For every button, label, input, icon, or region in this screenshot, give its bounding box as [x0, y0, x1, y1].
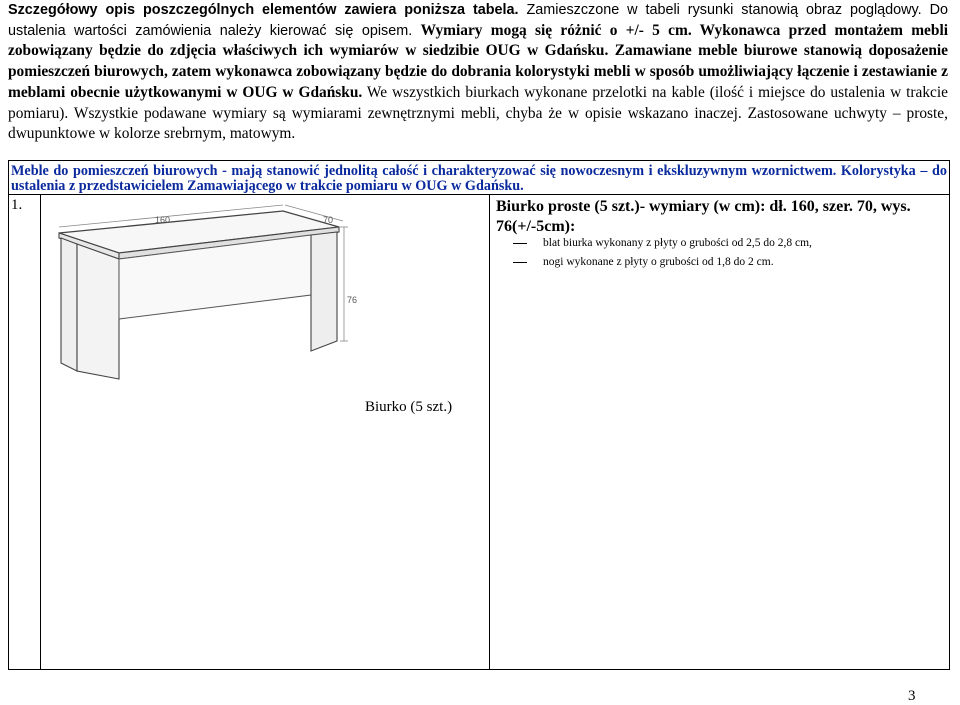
height-dim-label: 76	[347, 295, 358, 305]
column-divider	[40, 195, 41, 669]
spec-item: nogi wykonane z płyty o grubości od 1,8 do 2 cm.	[511, 253, 812, 272]
row-number: 1.	[11, 197, 23, 213]
page-number: 3	[908, 688, 916, 704]
spec-list	[511, 234, 812, 272]
intro-text-2: We wszystkich biurkach wykonane przelotki na kable (ilość i miejsce do ustalenia w trakcie pomiaru). Wszystkie podawane wymiary są wymiarami zewnętrznymi mebli, chyba że w opisie wskazano inaczej. Zastosowane uchwyty – proste, dwupunktowe w kolorze srebrnym, matowym.	[8, 83, 948, 143]
width-dim-label: 70	[323, 215, 334, 225]
intro-heading: Szczegółowy opis poszczególnych elementów zawiera poniższa tabela.	[8, 2, 519, 18]
intro-text-bold: Wymiary mogą się różnić o +/- 5 cm. Wykonawca przed montażem mebli zobowiązany będzie do zdjęcia właściwych ich wymiarów w siedzibie OUG w Gdańsku. Zamawiane meble biurowe stanowią doposażenie pomieszczeń biurowych, zatem wykonawca zobowiązany będzie do dobrania kolorystyki mebli w sposób umożliwiający łączenie i zestawianie z meblami obecnie użytkowanymi w OUG w Gdańsku.	[8, 21, 948, 101]
desk-drawing	[49, 201, 379, 391]
column-divider	[489, 195, 490, 669]
table-header: Meble do pomieszczeń biurowych - mają stanowić jednolitą całość i charakteryzować się nowoczesnym i ekskluzywnym wzornictwem. Kolorystyka – do ustalenia z przedstawicielem Zamawiającego w trakcie pomiaru w OUG w Gdańsku.	[11, 163, 947, 194]
intro-text-1: Zamieszczone w tabeli rysunki stanowią obraz poglądowy. Do ustalenia wartości zamówienia należy kierować się opisem.	[8, 2, 948, 39]
spec-item: blat biurka wykonany z płyty o grubości od 2,5 do 2,8 cm,	[511, 234, 812, 253]
furniture-table	[8, 160, 950, 670]
drawing-caption: Biurko (5 szt.)	[365, 399, 453, 415]
length-dim-label: 160	[155, 215, 171, 225]
intro-paragraph	[8, 0, 948, 145]
item-title: Biurko proste (5 szt.)- wymiary (w cm): dł. 160, szer. 70, wys. 76(+/-5cm):	[496, 198, 911, 235]
